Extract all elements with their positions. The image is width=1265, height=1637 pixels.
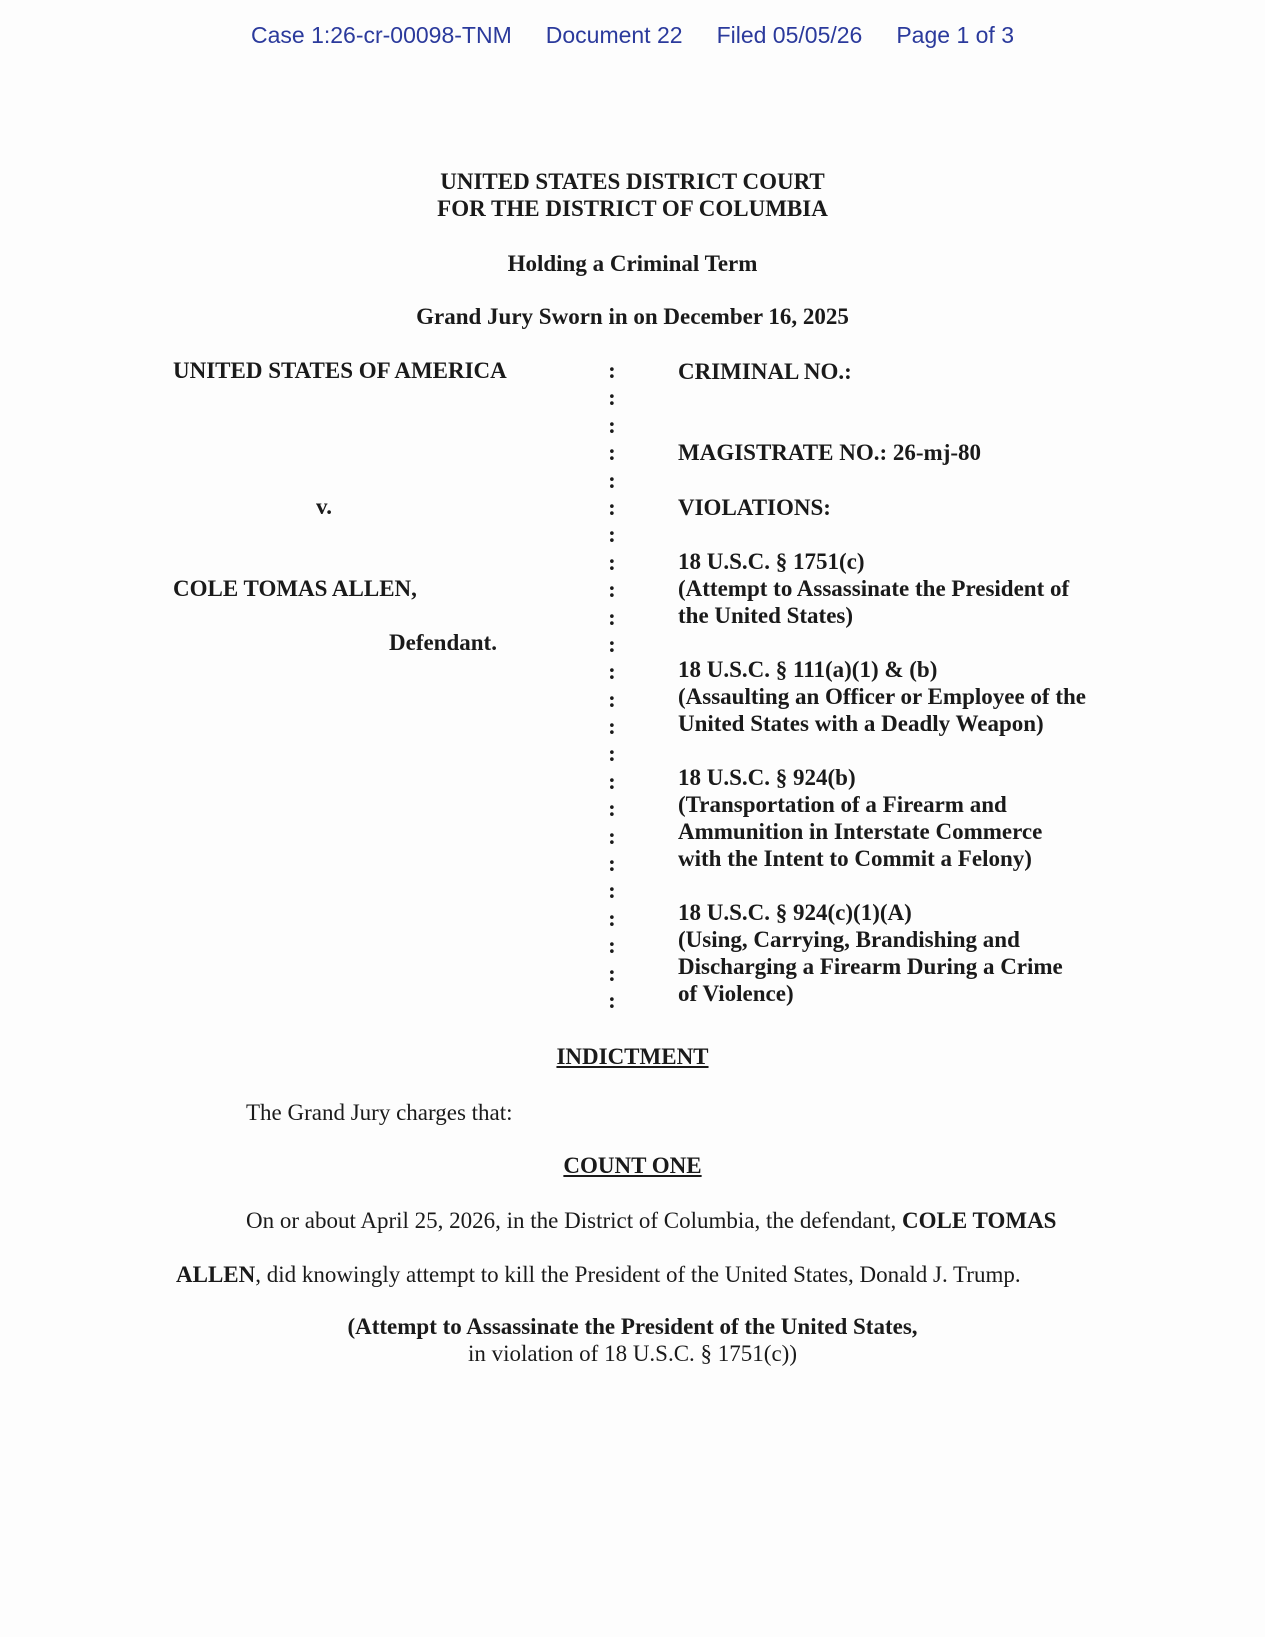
ecf-header: [0, 22, 1265, 49]
violation-statute: 18 U.S.C. § 111(a)(1) & (b): [678, 657, 938, 682]
court-line-2: FOR THE DISTRICT OF COLUMBIA: [437, 196, 828, 221]
count-one-title: [0, 1153, 1265, 1179]
criminal-term: Holding a Criminal Term: [507, 251, 758, 276]
caption-colon: :: [608, 358, 616, 383]
citation-line-1: (Attempt to Assassinate the President of the United States,: [347, 1314, 918, 1339]
violations-label: VIOLATIONS:: [678, 495, 831, 520]
count-one-paragraph-line-1: [246, 1208, 1056, 1234]
filed-date: Filed 05/05/26: [716, 22, 863, 48]
caption-colon: :: [608, 467, 616, 493]
caption-colon: :: [608, 549, 616, 575]
count-text: On or about April 25, 2026, in the District of Columbia, the defendant,: [246, 1208, 903, 1233]
caption-colon: :: [608, 905, 616, 931]
versus: v.: [316, 494, 332, 519]
caption-colon: :: [608, 960, 616, 986]
violation-description-line: Discharging a Firearm During a Crime: [678, 954, 1063, 979]
count-one-title-text: COUNT ONE: [563, 1153, 702, 1178]
violation-2: [678, 656, 1086, 737]
caption-colon: :: [608, 796, 616, 822]
violation-description-line: (Using, Carrying, Brandishing and: [678, 927, 1020, 952]
citation-line-2: in violation of 18 U.S.C. § 1751(c)): [468, 1341, 797, 1366]
caption-colon: :: [608, 823, 616, 849]
indictment-title: [0, 1044, 1265, 1070]
criminal-number: CRIMINAL NO.:: [678, 359, 852, 384]
caption-colon: :: [608, 878, 616, 904]
violation-description-line: (Transportation of a Firearm and: [678, 792, 1007, 817]
grand-jury-sworn: Grand Jury Sworn in on December 16, 2025: [416, 304, 849, 329]
violation-description-line: United States with a Deadly Weapon): [678, 711, 1044, 736]
count-text: , did knowingly attempt to kill the President of the United States, Donald J. Trump.: [255, 1262, 1021, 1287]
document-number: Document 22: [545, 22, 683, 48]
caption-colon: :: [608, 768, 616, 794]
violation-description-line: the United States): [678, 603, 854, 628]
caption-colon: :: [608, 686, 616, 712]
violation-4: [678, 899, 1063, 1007]
violation-description-line: (Assaulting an Officer or Employee of the: [678, 684, 1087, 709]
caption-colon: :: [608, 714, 616, 740]
caption-colon: :: [608, 604, 616, 630]
count-one-paragraph-line-2: [176, 1262, 1021, 1288]
defendant-label: Defendant.: [389, 630, 497, 655]
defendant-name-bold: ALLEN: [176, 1262, 256, 1287]
caption-colon: :: [608, 631, 616, 657]
caption-colon: :: [608, 741, 616, 767]
defendant-name: COLE TOMAS ALLEN,: [173, 576, 417, 601]
court-line-1: UNITED STATES DISTRICT COURT: [440, 169, 825, 194]
defendant-name-bold: COLE TOMAS: [902, 1208, 1057, 1233]
indictment-title-text: INDICTMENT: [556, 1044, 709, 1069]
page-indicator: Page 1 of 3: [896, 22, 1014, 48]
caption-colon: :: [608, 522, 616, 548]
grand-jury-intro: The Grand Jury charges that:: [246, 1100, 513, 1125]
violation-statute: 18 U.S.C. § 924(b): [678, 765, 856, 790]
violation-statute: 18 U.S.C. § 924(c)(1)(A): [678, 900, 912, 925]
violation-description-line: of Violence): [678, 981, 794, 1006]
caption-colon: :: [608, 577, 616, 603]
violation-1: [678, 548, 1069, 629]
caption-colon: :: [608, 659, 616, 685]
magistrate-number: MAGISTRATE NO.: 26-mj-80: [678, 440, 982, 465]
plaintiff-name: UNITED STATES OF AMERICA: [173, 358, 507, 383]
count-one-citation: [0, 1313, 1265, 1367]
violation-description-line: Ammunition in Interstate Commerce: [678, 819, 1043, 844]
violation-statute: 18 U.S.C. § 1751(c): [678, 549, 865, 574]
violation-description-line: with the Intent to Commit a Felony): [678, 846, 1032, 871]
caption-colon: :: [608, 440, 616, 466]
violation-3: [678, 764, 1042, 872]
caption-colon: :: [608, 385, 616, 411]
caption-colon-column: [604, 357, 620, 1014]
caption-colon: :: [608, 933, 616, 959]
caption-colon: :: [608, 412, 616, 438]
violation-description-line: (Attempt to Assassinate the President of: [678, 576, 1070, 601]
caption-colon: :: [608, 851, 616, 877]
court-name: [0, 168, 1265, 222]
case-number: Case 1:26-cr-00098-TNM: [250, 22, 512, 48]
caption-colon: :: [608, 494, 616, 520]
caption-colon: :: [608, 987, 616, 1013]
